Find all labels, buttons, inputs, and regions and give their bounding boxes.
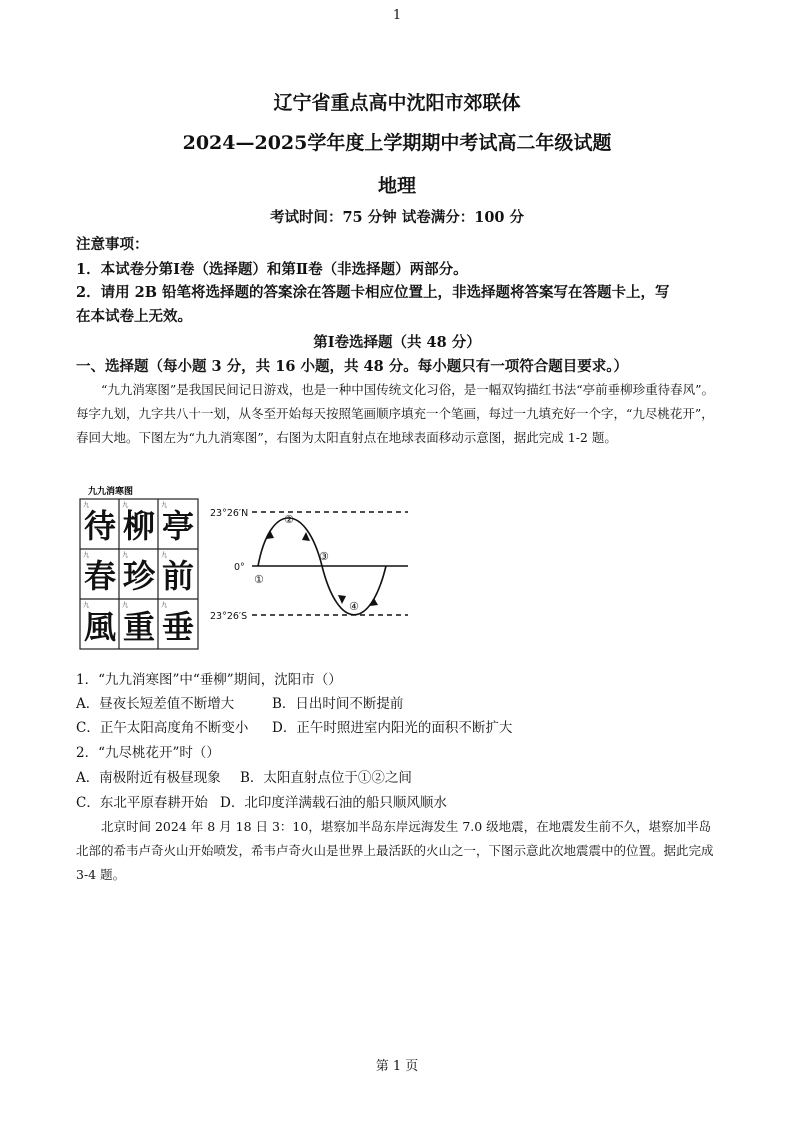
char-chun: 春 [83, 557, 117, 595]
lat-equator-label: 0° [234, 562, 245, 573]
q2-option-a: A．南极附近有极昼现象 [76, 770, 221, 786]
point-3-label: ③ [319, 550, 329, 563]
char-liu: 柳 [122, 507, 156, 545]
figure-svg [70, 482, 410, 657]
point-2-label: ② [284, 513, 294, 526]
notice-item-2-line-1: 2．请用 2B 铅笔将选择题的答案涂在答题卡相应位置上，非选择题将答案写在答题卡上，写 [76, 284, 670, 301]
point-1-label: ① [254, 573, 264, 586]
point-4-label: ④ [349, 600, 359, 613]
page-header-number: 1 [392, 8, 402, 23]
lat-south-label: 23°26′S [210, 611, 248, 622]
char-feng: 風 [83, 608, 117, 646]
corner-mark: 九 [122, 602, 129, 609]
char-qian: 前 [161, 557, 195, 595]
section-title: 第Ⅰ卷选择题（共 48 分） [313, 334, 481, 351]
exam-info: 考试时间：75 分钟 试卷满分：100 分 [269, 209, 525, 226]
arrow-icon [266, 530, 274, 539]
figure [70, 482, 410, 657]
lat-north-label: 23°26′N [210, 508, 249, 519]
school-title: 辽宁省重点高中沈阳市郊联体 [273, 92, 521, 114]
quake-paragraph: 北京时间 2024 年 8 月 18 日 3：10，堪察加半岛东岸远海发生 7.0 级地震，在地震发生前不久，堪察加半岛北部的希韦卢奇火山开始喷发，希韦卢奇火山是世界上最活跃的火山之一，下图示意此次地震震中的位置。据此完成 3-4 题。 [76, 819, 714, 882]
subsolar-diagram [210, 508, 408, 622]
corner-mark: 九 [161, 552, 168, 559]
question-1-stem: 1．“九九消寒图”中“垂柳”期间，沈阳市（） [76, 672, 342, 688]
char-chui: 垂 [161, 608, 195, 646]
corner-mark: 九 [122, 502, 129, 509]
char-dai: 待 [83, 507, 117, 545]
corner-mark: 九 [161, 502, 168, 509]
char-zhen: 珍 [122, 557, 156, 595]
notice-item-2-line-2: 在本试卷上无效。 [76, 308, 192, 325]
corner-mark: 九 [161, 602, 168, 609]
q2-option-d: D．北印度洋满载石油的船只顺风顺水 [220, 795, 447, 811]
page-footer: 第 1 页 [375, 1059, 419, 1074]
exam-title: 2024—2025学年度上学期期中考试高二年级试题 [182, 132, 612, 154]
corner-mark: 九 [122, 552, 129, 559]
part-title: 一、选择题（每小题 3 分，共 16 小题，共 48 分。每小题只有一项符合题目要求。） [76, 358, 628, 375]
q1-option-b: B．日出时间不断提前 [272, 696, 404, 712]
notice-heading: 注意事项： [76, 236, 149, 253]
corner-mark: 九 [83, 552, 90, 559]
char-zhong: 重 [122, 608, 156, 646]
q2-option-c: C．东北平原春耕开始 [76, 795, 208, 811]
q2-option-b: B．太阳直射点位于①②之间 [240, 770, 412, 786]
corner-mark: 九 [83, 602, 90, 609]
corner-mark: 九 [83, 502, 90, 509]
xiaohan-caption: 九九消寒图 [88, 487, 134, 497]
intro-paragraph: “九九消寒图”是我国民间记日游戏，也是一种中国传统文化习俗，是一幅双钩描红书法“亭前垂柳珍重待春风”。每字九划，九字共八十一划，从冬至开始每天按照笔画顺序填充一个笔画，每过一九填充好一个字，“九尽桃花开”，春回大地。下图左为“九九消寒图”，右图为太阳直射点在地球表面移动示意图，据此完成 1-2 题。 [76, 382, 715, 445]
char-ting: 亭 [161, 507, 195, 545]
q1-option-d: D．正午时照进室内阳光的面积不断扩大 [272, 720, 513, 736]
arrow-icon [338, 595, 346, 604]
q1-option-c: C．正午太阳高度角不断变小 [76, 720, 249, 736]
question-2-stem: 2．“九尽桃花开”时（） [76, 745, 220, 761]
subject-title: 地理 [377, 175, 416, 197]
q1-option-a: A．昼夜长短差值不断增大 [76, 696, 235, 712]
notice-item-1: 1．本试卷分第Ⅰ卷（选择题）和第Ⅱ卷（非选择题）两部分。 [76, 261, 468, 278]
